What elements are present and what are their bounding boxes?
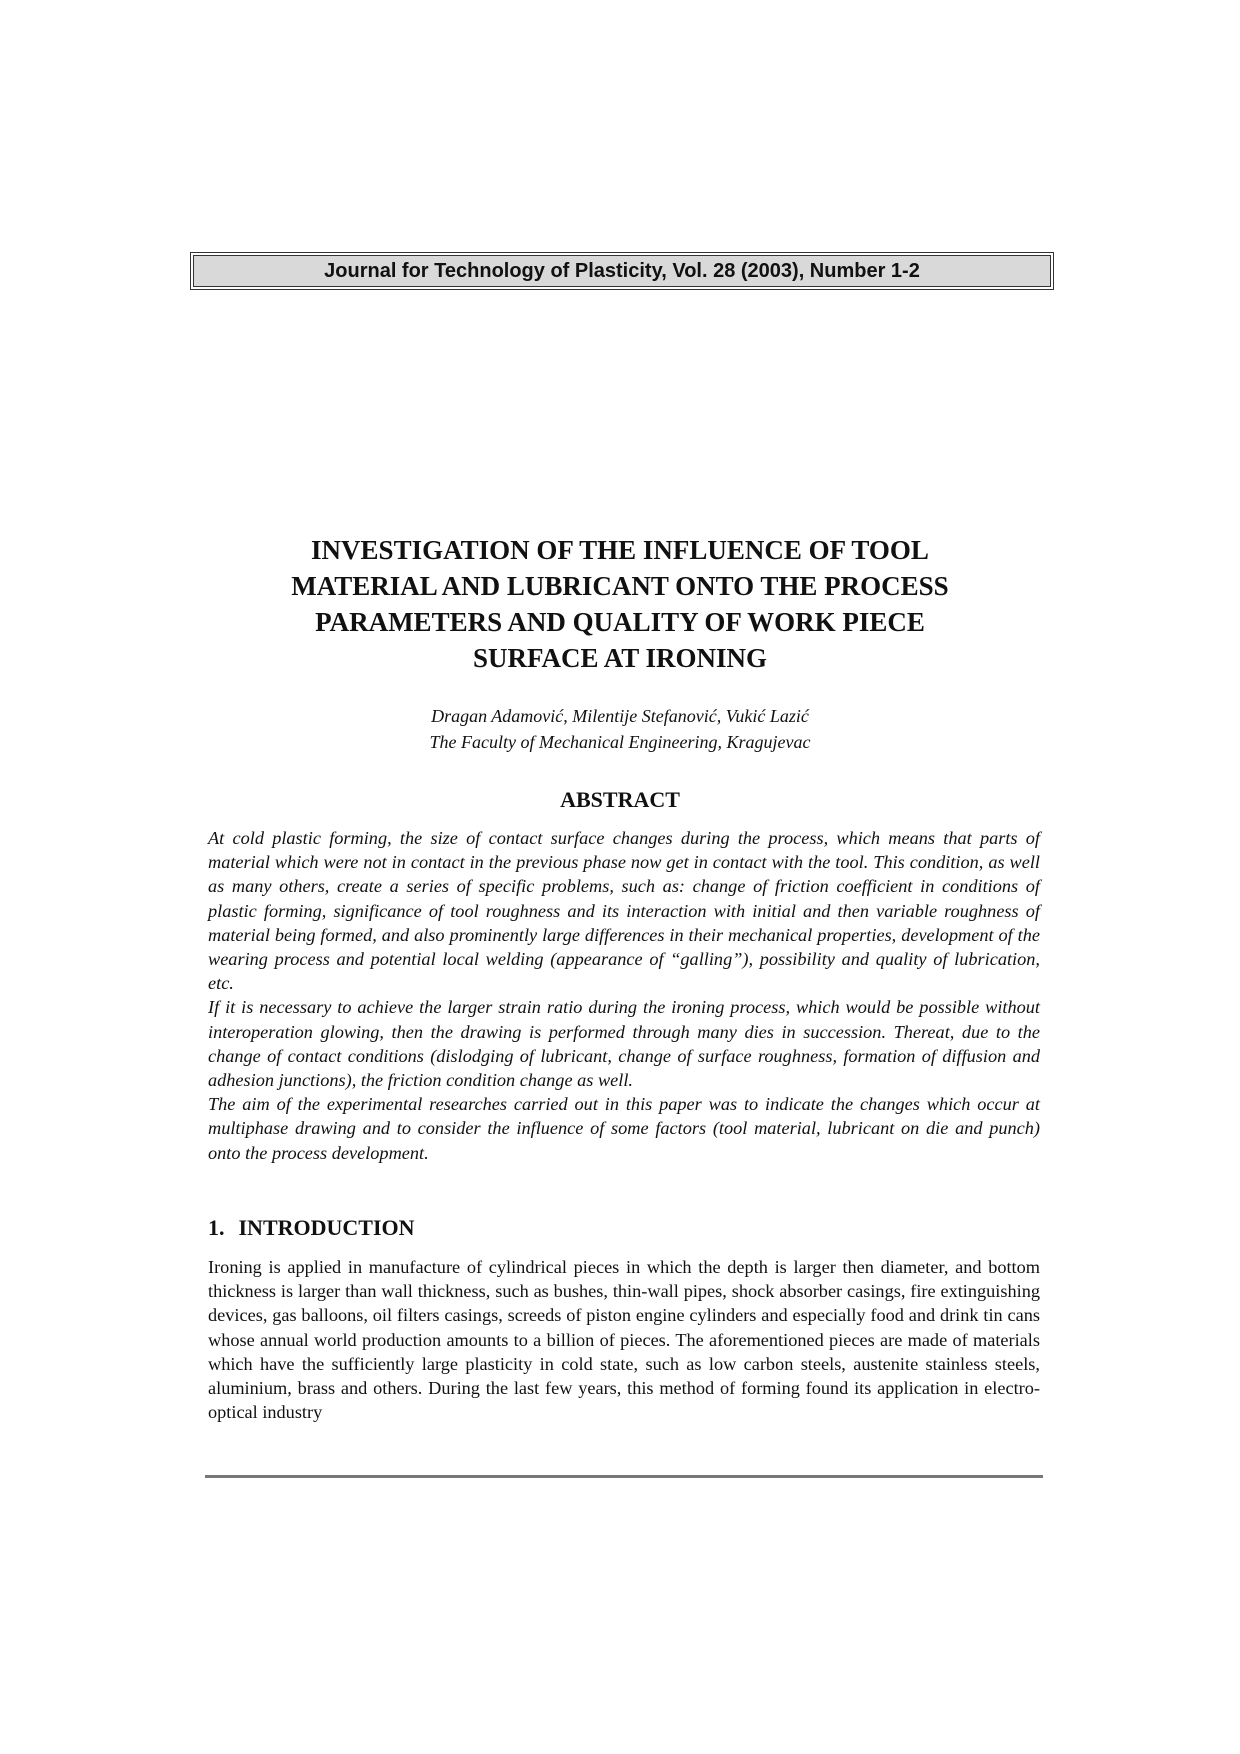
paper-title-line: PARAMETERS AND QUALITY OF WORK PIECE (315, 607, 925, 637)
introduction-paragraph: Ironing is applied in manufacture of cylindrical pieces in which the depth is larger then diameter, and bottom thickness is larger than wall thickness, such as bushes, thin-wall pipes, shock absorber casings, fire extinguishing devices, gas balloons, oil filters casings, screeds of piston engine cylinders and especially food and drink tin cans whose annual world production amounts to a billion of pieces. The aforementioned pieces are made of materials which have the sufficiently large plasticity in cold state, such as low carbon steels, austenite stainless steels, aluminium, brass and others. During the last few years, this method of forming found its application in electro-optical industry (208, 1257, 1040, 1423)
abstract-body (208, 826, 1040, 1165)
section-number: 1. (208, 1215, 225, 1240)
paper-title (200, 532, 1040, 676)
section-heading-introduction (208, 1215, 415, 1241)
author-names: Dragan Adamović, Milentije Stefanović, Vukić Lazić (431, 706, 809, 726)
paper-title-line: INVESTIGATION OF THE INFLUENCE OF TOOL (311, 535, 929, 565)
abstract-heading: ABSTRACT (560, 787, 680, 812)
footer-divider (205, 1475, 1043, 1478)
section-title: INTRODUCTION (238, 1215, 415, 1240)
abstract-paragraph: If it is necessary to achieve the larger strain ratio during the ironing process, which would be possible without interoperation glowing, then the drawing is performed through many dies in succession. Thereat, due to the change of contact conditions (dislodging of lubricant, change of surface roughness, formation of diffusion and adhesion junctions), the friction condition change as well. (208, 997, 1040, 1091)
author-block (200, 703, 1040, 755)
journal-header-box (193, 255, 1051, 287)
author-affiliation: The Faculty of Mechanical Engineering, Kragujevac (429, 732, 811, 752)
abstract-paragraph: At cold plastic forming, the size of contact surface changes during the process, which means that parts of material which were not in contact in the previous phase now get in contact with the tool. This condition, as well as many others, create a series of specific problems, such as: change of friction coefficient in conditions of plastic forming, significance of tool roughness and its interaction with initial and then variable roughness of material being formed, and also prominently large differences in their mechanical properties, development of the wearing process and potential local welding (appearance of “galling”), possibility and quality of lubrication, etc. (208, 828, 1040, 994)
paper-title-line: SURFACE AT IRONING (472, 643, 768, 673)
abstract-paragraph: The aim of the experimental researches carried out in this paper was to indicate the changes which occur at multiphase drawing and to consider the influence of some factors (tool material, lubricant on die and punch) onto the process development. (208, 1094, 1040, 1163)
paper-title-line: MATERIAL AND LUBRICANT ONTO THE PROCESS (291, 571, 949, 601)
journal-header-text: Journal for Technology of Plasticity, Vol. 28 (2003), Number 1-2 (324, 259, 920, 282)
